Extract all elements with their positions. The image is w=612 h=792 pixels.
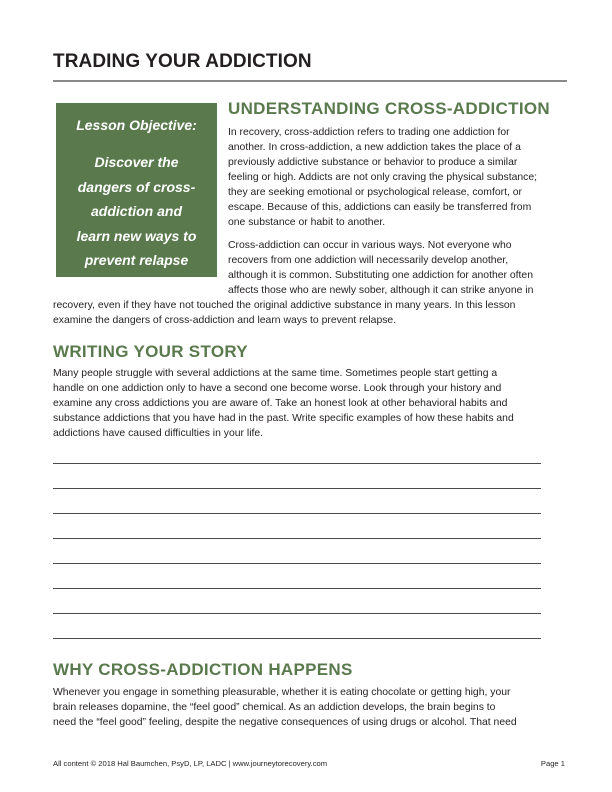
understanding-paragraph-2: [228, 238, 533, 298]
lesson-objective-line: prevent relapse: [84, 252, 189, 268]
section-heading-understanding: UNDERSTANDING CROSS-ADDICTION: [228, 99, 550, 118]
writing-story-paragraph: [53, 366, 514, 441]
writing-line[interactable]: [53, 563, 541, 564]
text-line: Whenever you engage in something pleasurable, whether it is eating chocolate or getting high, your: [53, 687, 511, 698]
text-line: need the “feel good” feeling, despite the negative consequences of using drugs or alcohol. That need: [53, 717, 517, 728]
lesson-objective-line: learn new ways to: [76, 227, 197, 244]
title-divider: [53, 80, 567, 82]
text-line: they are seeking emotional or psychological release, comfort, or: [228, 187, 522, 198]
text-line: In recovery, cross-addiction refers to trading one addiction for: [228, 127, 510, 138]
text-line: examine the dangers of cross-addiction and learn ways to prevent relapse.: [53, 315, 397, 326]
text-line: although it is common. Substituting one addiction for another often: [228, 270, 533, 281]
text-line: feeling or high. Addicts are not only craving the physical substance;: [228, 172, 538, 183]
text-line: brain releases dopamine, the “feel good” chemical. As an addiction develops, the brain begins to: [53, 702, 496, 713]
text-line: addictions have caused difficulties in your life.: [53, 428, 264, 439]
page-title: TRADING YOUR ADDICTION: [53, 51, 312, 72]
section-heading-writing-story: WRITING YOUR STORY: [53, 342, 248, 361]
writing-line[interactable]: [53, 488, 541, 489]
text-line: substance addictions that you have had in the past. Write specific examples of how these habits and: [53, 413, 514, 424]
lesson-objective-line: dangers of cross-: [77, 178, 196, 195]
understanding-paragraph-1: [228, 125, 537, 230]
lesson-objective-text: [56, 150, 217, 273]
lesson-objective-line: Discover the: [94, 154, 179, 170]
footer-copyright: All content © 2018 Hal Baumchen, PsyD, LP, LADC | www.journeytorecovery.com: [53, 759, 328, 768]
text-line: recovers from one addiction will necessarily develop another,: [228, 255, 509, 266]
writing-line[interactable]: [53, 538, 541, 539]
writing-line[interactable]: [53, 638, 541, 639]
section-heading-why-cross-addiction: WHY CROSS-ADDICTION HAPPENS: [53, 660, 353, 679]
text-line: another. In cross-addiction, a new addiction takes the place of a: [228, 142, 521, 153]
text-line: escape. Because of this, addictions can easily be transferred from: [228, 202, 532, 213]
lesson-objective-line: addiction and: [91, 203, 182, 219]
text-line: previously addictive substance or behavior to produce a similar: [228, 157, 518, 168]
writing-line[interactable]: [53, 613, 541, 614]
text-line: Many people struggle with several addictions at the same time. Sometimes people start getting a: [53, 368, 498, 379]
text-line: affects those who are newly sober, although it can strike anyone in: [228, 285, 534, 296]
lesson-objective-box: [56, 103, 217, 277]
text-line: one substance or habit to another.: [228, 217, 386, 228]
lesson-objective-heading: Lesson Objective:: [76, 117, 197, 133]
footer-page-number: Page 1: [540, 759, 565, 768]
text-line: handle on one addiction only to have a second one become worse. Look through your history and: [53, 383, 502, 394]
text-line: examine any cross addictions you are aware of. Take an honest look at other behavioral habits and: [53, 398, 508, 409]
why-cross-addiction-paragraph: [53, 685, 517, 730]
text-line: recovery, even if they have not touched the original addictive substance in many years. In this lesson: [53, 300, 516, 311]
writing-line[interactable]: [53, 513, 541, 514]
writing-line[interactable]: [53, 588, 541, 589]
understanding-paragraph-2-continued: [53, 298, 515, 328]
text-line: Cross-addiction can occur in various ways. Not everyone who: [228, 240, 512, 251]
writing-line[interactable]: [53, 463, 541, 464]
